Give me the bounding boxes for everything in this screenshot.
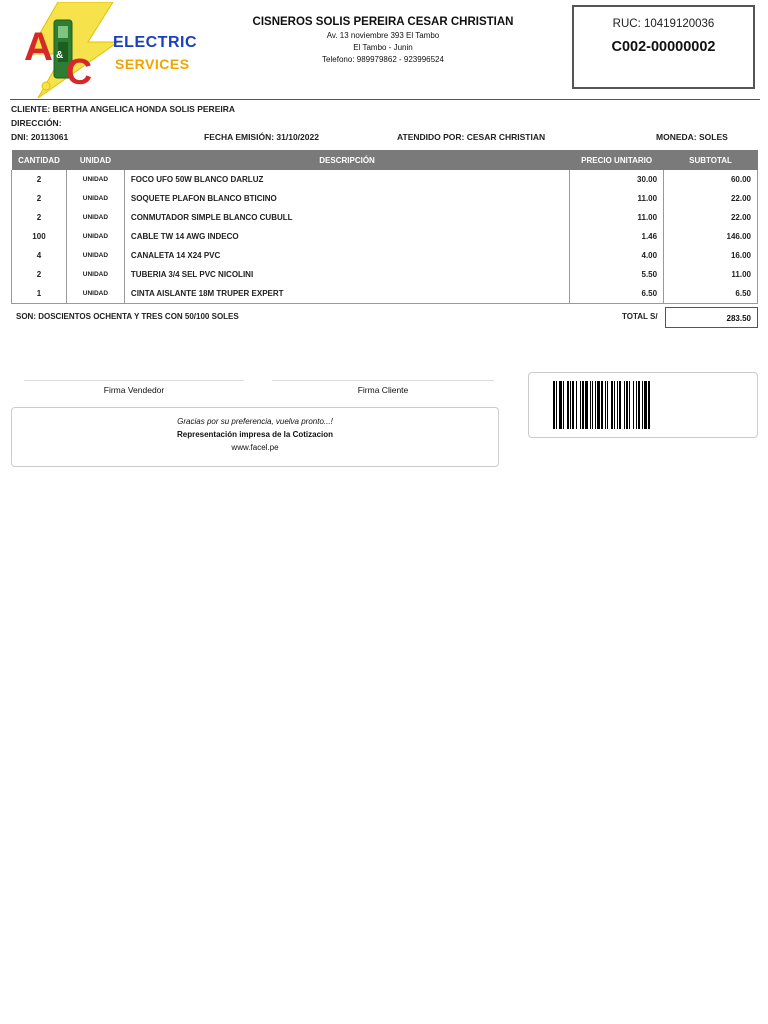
- row-unit: UNIDAD: [66, 189, 124, 208]
- row-price: 11.00: [570, 189, 664, 208]
- thanks-message: Gracias por su preferencia, vuelva pronto...!: [177, 417, 333, 426]
- website-link[interactable]: www.facel.pe: [231, 443, 279, 452]
- items-table: [11, 150, 758, 304]
- logo-text-electric: ELECTRIC: [113, 34, 197, 51]
- row-price: 11.00: [570, 208, 664, 227]
- header-precio-unitario: PRECIO UNITARIO: [570, 150, 664, 170]
- barcode-bar: [601, 381, 603, 429]
- company-address-1: Av. 13 noviembre 393 El Tambo: [326, 31, 440, 40]
- row-unit: UNIDAD: [66, 284, 124, 304]
- row-price: 5.50: [570, 265, 664, 284]
- vendor-signature-label: Firma Vendedor: [103, 385, 165, 395]
- table-row: [12, 265, 758, 284]
- row-subtotal: 6.50: [664, 284, 758, 304]
- svg-text:C: C: [66, 51, 92, 92]
- row-qty: 2: [12, 265, 67, 284]
- company-logo: [18, 2, 198, 98]
- client-name: CLIENTE: BERTHA ANGELICA HONDA SOLIS PEREIRA: [11, 104, 235, 114]
- company-name: CISNEROS SOLIS PEREIRA CESAR CHRISTIAN: [252, 16, 514, 28]
- barcode: [529, 373, 759, 439]
- row-description: TUBERIA 3/4 SEL PVC NICOLINI: [124, 265, 569, 284]
- barcode-bar: [595, 381, 596, 429]
- row-description: CABLE TW 14 AWG INDECO: [124, 227, 569, 246]
- logo-text-services: SERVICES: [115, 56, 190, 72]
- row-price: 1.46: [570, 227, 664, 246]
- row-subtotal: 146.00: [664, 227, 758, 246]
- header-unidad: UNIDAD: [66, 150, 124, 170]
- table-row: [12, 189, 758, 208]
- issue-date: FECHA EMISIÓN: 31/10/2022: [204, 132, 319, 142]
- total-label: TOTAL S/: [622, 312, 658, 321]
- barcode-bar: [570, 381, 571, 429]
- barcode-bar: [648, 381, 650, 429]
- row-description: SOQUETE PLAFON BLANCO BTICINO: [124, 189, 569, 208]
- row-subtotal: 16.00: [664, 246, 758, 265]
- barcode-bar: [553, 381, 555, 429]
- barcode-bar: [559, 381, 562, 429]
- row-unit: UNIDAD: [66, 246, 124, 265]
- barcode-bar: [644, 381, 647, 429]
- barcode-bar: [572, 381, 574, 429]
- row-unit: UNIDAD: [66, 208, 124, 227]
- row-qty: 2: [12, 170, 67, 189]
- row-qty: 2: [12, 189, 67, 208]
- barcode-bar: [580, 381, 581, 429]
- row-qty: 4: [12, 246, 67, 265]
- svg-text:A: A: [24, 25, 53, 69]
- barcode-bar: [567, 381, 569, 429]
- document-number: C002-00000002: [611, 39, 716, 55]
- barcode-bar: [556, 381, 557, 429]
- thanks-box: [11, 407, 499, 467]
- barcode-bar: [626, 381, 628, 429]
- representation-note: Representación impresa de la Cotizacion: [176, 430, 334, 439]
- barcode-bar: [636, 381, 637, 429]
- barcode-bar: [619, 381, 621, 429]
- barcode-bar: [605, 381, 606, 429]
- barcode-box: [528, 372, 758, 438]
- barcode-bar: [585, 381, 588, 429]
- ruc-number: RUC: 10419120036: [612, 18, 715, 30]
- table-row: [12, 208, 758, 227]
- company-header: [220, 16, 546, 64]
- row-price: 6.50: [570, 284, 664, 304]
- barcode-bar: [590, 381, 591, 429]
- svg-text:&: &: [56, 50, 64, 61]
- barcode-bar: [633, 381, 634, 429]
- company-address-2: El Tambo - Junin: [353, 43, 413, 52]
- header-cantidad: CANTIDAD: [12, 150, 67, 170]
- row-description: CONMUTADOR SIMPLE BLANCO CUBULL: [124, 208, 569, 227]
- barcode-bar: [624, 381, 625, 429]
- table-row: [12, 246, 758, 265]
- row-subtotal: 11.00: [664, 265, 758, 284]
- company-phone: Telefono: 989979862 - 923996524: [322, 55, 444, 64]
- client-address: DIRECCIÓN:: [11, 118, 62, 128]
- row-subtotal: 22.00: [664, 208, 758, 227]
- barcode-bar: [563, 381, 564, 429]
- row-description: CANALETA 14 X24 PVC: [124, 246, 569, 265]
- barcode-bar: [617, 381, 618, 429]
- barcode-bar: [576, 381, 577, 429]
- table-row: [12, 170, 758, 189]
- barcode-bar: [614, 381, 615, 429]
- barcode-bar: [607, 381, 608, 429]
- table-row: [12, 227, 758, 246]
- row-unit: UNIDAD: [66, 265, 124, 284]
- amount-in-words: SON: DOSCIENTOS OCHENTA Y TRES CON 50/100 SOLES: [16, 312, 239, 321]
- row-qty: 100: [12, 227, 67, 246]
- barcode-bar: [611, 381, 613, 429]
- row-qty: 1: [12, 284, 67, 304]
- row-price: 30.00: [570, 170, 664, 189]
- header-descripcion: DESCRIPCIÓN: [124, 150, 569, 170]
- header-subtotal: SUBTOTAL: [664, 150, 758, 170]
- client-signature-line: [272, 380, 494, 381]
- row-unit: UNIDAD: [66, 170, 124, 189]
- attended-by: ATENDIDO POR: CESAR CHRISTIAN: [397, 132, 546, 142]
- header-divider: [10, 99, 760, 100]
- table-header-row: [12, 150, 758, 170]
- currency: MONEDA: SOLES: [656, 132, 728, 142]
- row-description: FOCO UFO 50W BLANCO DARLUZ: [124, 170, 569, 189]
- barcode-bar: [582, 381, 584, 429]
- row-description: CINTA AISLANTE 18M TRUPER EXPERT: [124, 284, 569, 304]
- barcode-bar: [629, 381, 630, 429]
- client-signature-label: Firma Cliente: [357, 385, 409, 395]
- barcode-bar: [592, 381, 593, 429]
- row-unit: UNIDAD: [66, 227, 124, 246]
- client-dni: DNI: 20113061: [11, 132, 69, 142]
- vendor-signature-line: [24, 380, 244, 381]
- row-price: 4.00: [570, 246, 664, 265]
- total-value: 283.50: [665, 307, 758, 328]
- row-qty: 2: [12, 208, 67, 227]
- row-subtotal: 22.00: [664, 189, 758, 208]
- ruc-box: [572, 5, 755, 89]
- barcode-bar: [642, 381, 643, 429]
- barcode-bar: [597, 381, 600, 429]
- row-subtotal: 60.00: [664, 170, 758, 189]
- barcode-bar: [638, 381, 640, 429]
- table-row: [12, 284, 758, 304]
